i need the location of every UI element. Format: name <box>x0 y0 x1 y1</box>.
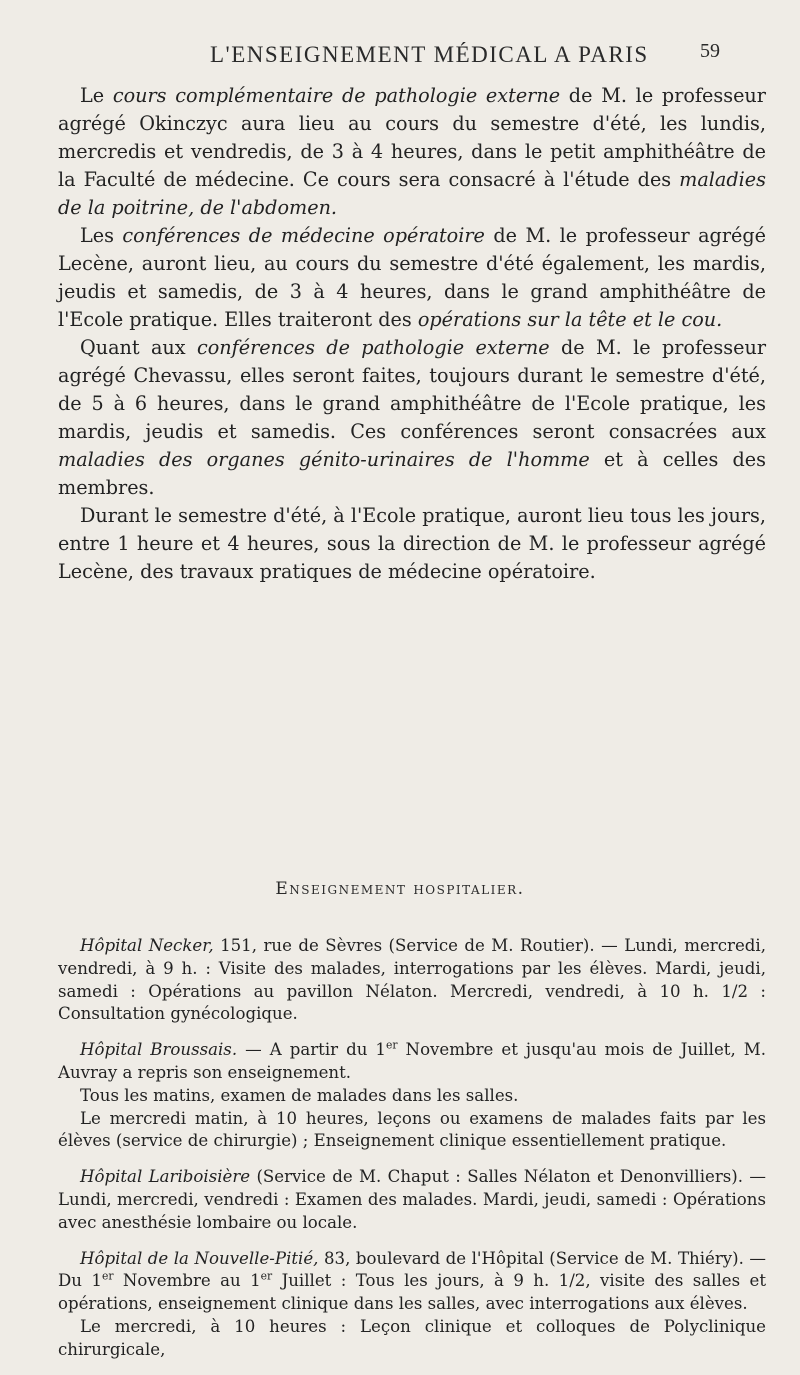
text-run: 151, rue de Sèvres (Service de M. Routier). — Lundi, mercredi, vendredi, à 9 h. : Visite des malades, interrogations par les élèves. Mardi, jeudi, samedi : Opérations au pavillon Nélaton. Mercredi, vendredi, à 10 h. 1/2 : Consultation gynécologique. <box>58 936 766 1024</box>
text-run: de M. le professeur agrégé Chevassu, elles seront faites, toujours durant le semestre d'été, de 5 à 6 heures, dans le grand amphithéâtre de l'Ecole pratique, les mardis, jeudis et samedis. Ces conférences seront consacrées aux <box>58 336 766 443</box>
entry-broussais-3 <box>58 1108 766 1154</box>
paragraph-lecene <box>58 222 766 334</box>
text-run: Les <box>80 224 123 247</box>
italic-run: maladies des organes génito-urinaires de l'homme <box>58 448 590 471</box>
superscript: er <box>385 1038 398 1052</box>
hospital-name: Hôpital Broussais. <box>80 1040 238 1060</box>
text-run: de M. le professeur agrégé Okinczyc aura lieu au cours du semestre d'été, les lundis, mercredis et vendredis, de 3 à 4 heures, dans le petit amphithéâtre de la Faculté de médecine. Ce cours sera consacré à l'étude des <box>58 84 766 191</box>
text-run: 83, boulevard de l'Hôpital (Service de M. Thiéry). — Du 1 <box>58 1248 767 1291</box>
italic-run: cours complémentaire de pathologie externe <box>112 84 561 107</box>
paragraph-chevassu <box>58 334 766 502</box>
paragraph-travaux-pratiques <box>58 502 766 586</box>
lower-text-block <box>58 935 766 1375</box>
text-run: Tous les matins, examen de malades dans les salles. <box>80 1085 519 1105</box>
hospital-name: Hôpital Lariboisière <box>80 1167 251 1187</box>
entry-broussais-2 <box>58 1085 766 1108</box>
entry-necker <box>58 935 766 1026</box>
superscript: er <box>260 1269 273 1283</box>
text-run: Le <box>80 84 113 107</box>
italic-run: conférences de pathologie externe <box>196 336 550 359</box>
text-run: Le mercredi, à 10 heures : Leçon clinique et colloques de Polyclinique chirurgicale, <box>58 1316 766 1359</box>
text-run: — A partir du 1 <box>237 1040 386 1060</box>
text-run: Durant le semestre d'été, à l'Ecole pratique, auront lieu tous les jours, entre 1 heure et 4 heures, sous la direction de M. le professeur agrégé Lecène, des travaux pratiques de médecine opératoire. <box>58 504 766 583</box>
italic-run: opérations sur la tête et le cou. <box>417 308 723 331</box>
text-run: (Service de M. Chaput : Salles Nélaton et Denonvilliers). — Lundi, mercredi, vendredi : Examen des malades. Mardi, jeudi, samedi : Opérations avec anesthésie lombaire ou locale. <box>58 1167 766 1232</box>
text-run: Novembre au 1 <box>113 1271 261 1291</box>
text-run: Novembre et jusqu'au mois de Juillet, M. Auvray a repris son enseignement. <box>58 1040 767 1082</box>
entry-pitie-2 <box>58 1316 766 1362</box>
italic-run: maladies de la poitrine, de l'abdomen. <box>58 168 766 219</box>
upper-text-block <box>58 82 766 586</box>
text-run: Quant aux <box>80 336 197 359</box>
section-heading: Enseignement hospitalier. <box>275 879 525 899</box>
hospital-name: Hôpital Necker, <box>80 936 214 955</box>
page-number: 59 <box>700 40 720 62</box>
text-run: Juillet : Tous les jours, à 9 h. 1/2, visite des salles et opérations, enseignement clinique dans les salles, avec interrogations aux élèves. <box>58 1271 767 1314</box>
superscript: er <box>101 1269 114 1283</box>
text-run: Le mercredi matin, à 10 heures, leçons ou examens de malades faits par les élèves (service de chirurgie) ; Enseignement clinique essentiellement pratique. <box>58 1108 766 1151</box>
running-title: L'ENSEIGNEMENT MÉDICAL A PARIS <box>210 42 649 67</box>
hospital-name: Hôpital de la Nouvelle-Pitié, <box>80 1248 319 1268</box>
text-run: et à celles des membres. <box>58 448 767 499</box>
italic-run: conférences de médecine opératoire <box>122 224 485 247</box>
text-run: de M. le professeur agrégé Lecène, auront lieu, au cours du semestre d'été également, les mardis, jeudis et samedis, de 3 à 4 heures, dans le grand amphithéâtre de l'Ecole pratique. Elles traiteront des <box>58 224 766 331</box>
entry-broussais <box>58 1039 766 1085</box>
paragraph-okinczyc <box>58 82 766 222</box>
running-head <box>0 20 800 67</box>
entry-pitie <box>58 1248 766 1316</box>
entry-lariboisiere <box>58 1166 766 1234</box>
